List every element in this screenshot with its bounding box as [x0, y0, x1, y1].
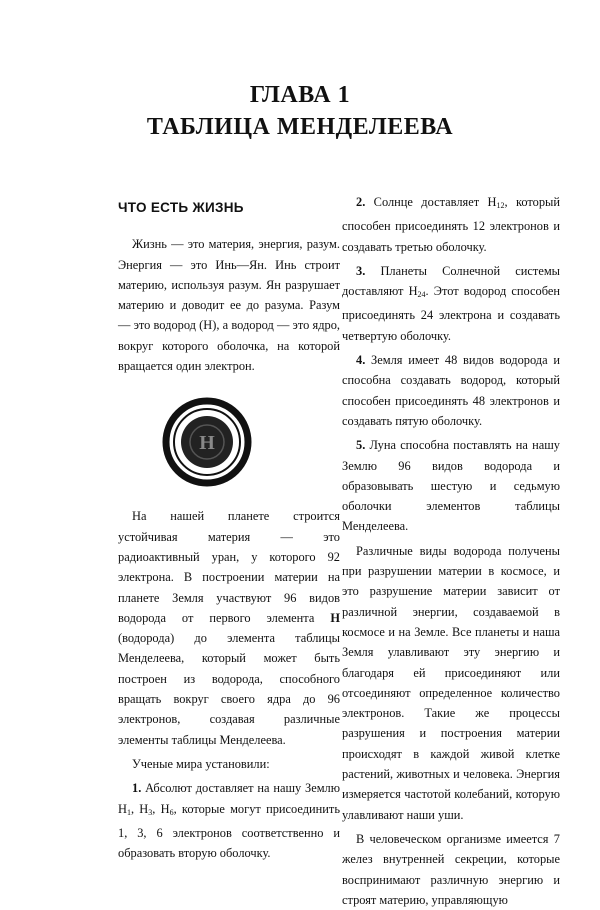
list-text: , Н	[130, 801, 149, 816]
subscript: 12	[496, 201, 505, 210]
list-number: 3.	[356, 263, 366, 278]
right-column	[342, 192, 560, 910]
list-item-3	[342, 261, 560, 346]
subscript: 24	[417, 290, 426, 300]
list-number: 1.	[132, 781, 142, 796]
subscript: 1	[126, 807, 131, 817]
list-text: Луна способна поставлять на нашу Землю 96 видов водорода и образовывать шестую и седьмую оболочки элементов таблицы Менделеева.	[342, 438, 560, 534]
section-title: ЧТО ЕСТЬ ЖИЗНЬ	[118, 200, 244, 215]
list-item-1	[118, 778, 340, 863]
subscript: 6	[169, 807, 174, 817]
list-text: Планеты Солнечной системы доставляют Н	[342, 263, 560, 299]
hydrogen-symbol: Н	[330, 610, 340, 625]
list-item-4	[342, 350, 560, 431]
list-text: Солнце доставляет Н	[365, 195, 497, 209]
hydrogen-atom-figure	[118, 376, 340, 506]
paragraph-hydrogen-types: Различные виды водорода получены при разрушении материи в космосе, и это разрушение материи зависит от различной энергии, создаваемой в космосе и на Земле. Все планеты и наша Земля улавливают эту энергию и благодаря ей присоединяют или отсоединяют определенное количество электронов. Такие же процессы разрушения и построения материи происходят в каждой живой клетке растений, животных и человека. Энергия измеряется частотой колебаний, которую улавливают наши уши.	[342, 543, 560, 822]
hydrogen-atom-icon	[161, 396, 253, 488]
list-number: 5.	[356, 438, 366, 453]
paragraph-uranium-text: На нашей планете строится устойчивая материя — это радиоактивный уран, у которого 92 электрона. В построении материи на планете Земля участвуют 96 видов водорода от первого элемента	[118, 509, 340, 625]
list-item-2	[342, 192, 560, 257]
atom-label: H	[199, 432, 215, 455]
chapter-title: ТАБЛИЦА МЕНДЕЛЕЕВА	[146, 114, 454, 140]
hydrogen-paren: (водорода)	[118, 631, 175, 646]
chapter-number: ГЛАВА 1	[249, 82, 351, 108]
list-text: , Н	[152, 801, 170, 816]
paragraph-uranium-rest: до элемента таблицы Менделеева, который может быть построен из водорода, способного вращать вокруг своего ядра до 96 электронов, создавая различные элементы таблицы Менделеева.	[118, 631, 340, 747]
left-column	[118, 192, 340, 863]
paragraph-scientists: Ученые мира установили:	[132, 756, 270, 771]
list-number: 4.	[356, 353, 366, 368]
list-text: , который способен присоединять 12 электронов и создавать третью оболочку.	[342, 195, 561, 254]
paragraph-glands: В человеческом организме имеется 7 желез внутренней секреции, которые воспринимают различную энергию и строят материю, управляющую	[342, 831, 560, 907]
list-number: 2.	[356, 195, 366, 209]
list-text: Абсолют доставляет на нашу Землю Н	[118, 781, 340, 816]
list-text: , которые могут присоединить 1, 3, 6 электронов соответственно и образовать вторую оболочку.	[118, 801, 340, 861]
list-item-5	[342, 435, 560, 536]
paragraph-what-is-life: Жизнь — это материя, энергия, разум. Энергия — это Инь—Ян. Инь строит материю, используя разум. Ян разрушает материю и доводит ее до разума. Разум — это водород (Н), а водород — это ядро, вокруг которого оболочка, на которой вращается один электрон.	[118, 237, 340, 374]
subscript: 3	[148, 807, 153, 817]
list-text: . Этот водород способен присоединять 24 электрона и создавать четвертую оболочку.	[342, 284, 560, 343]
list-text: Земля имеет 48 видов водорода и способна создавать водород, который способен присоединять 48 электронов и создавать пятую оболочку.	[342, 353, 560, 428]
paragraph-uranium	[118, 506, 340, 750]
